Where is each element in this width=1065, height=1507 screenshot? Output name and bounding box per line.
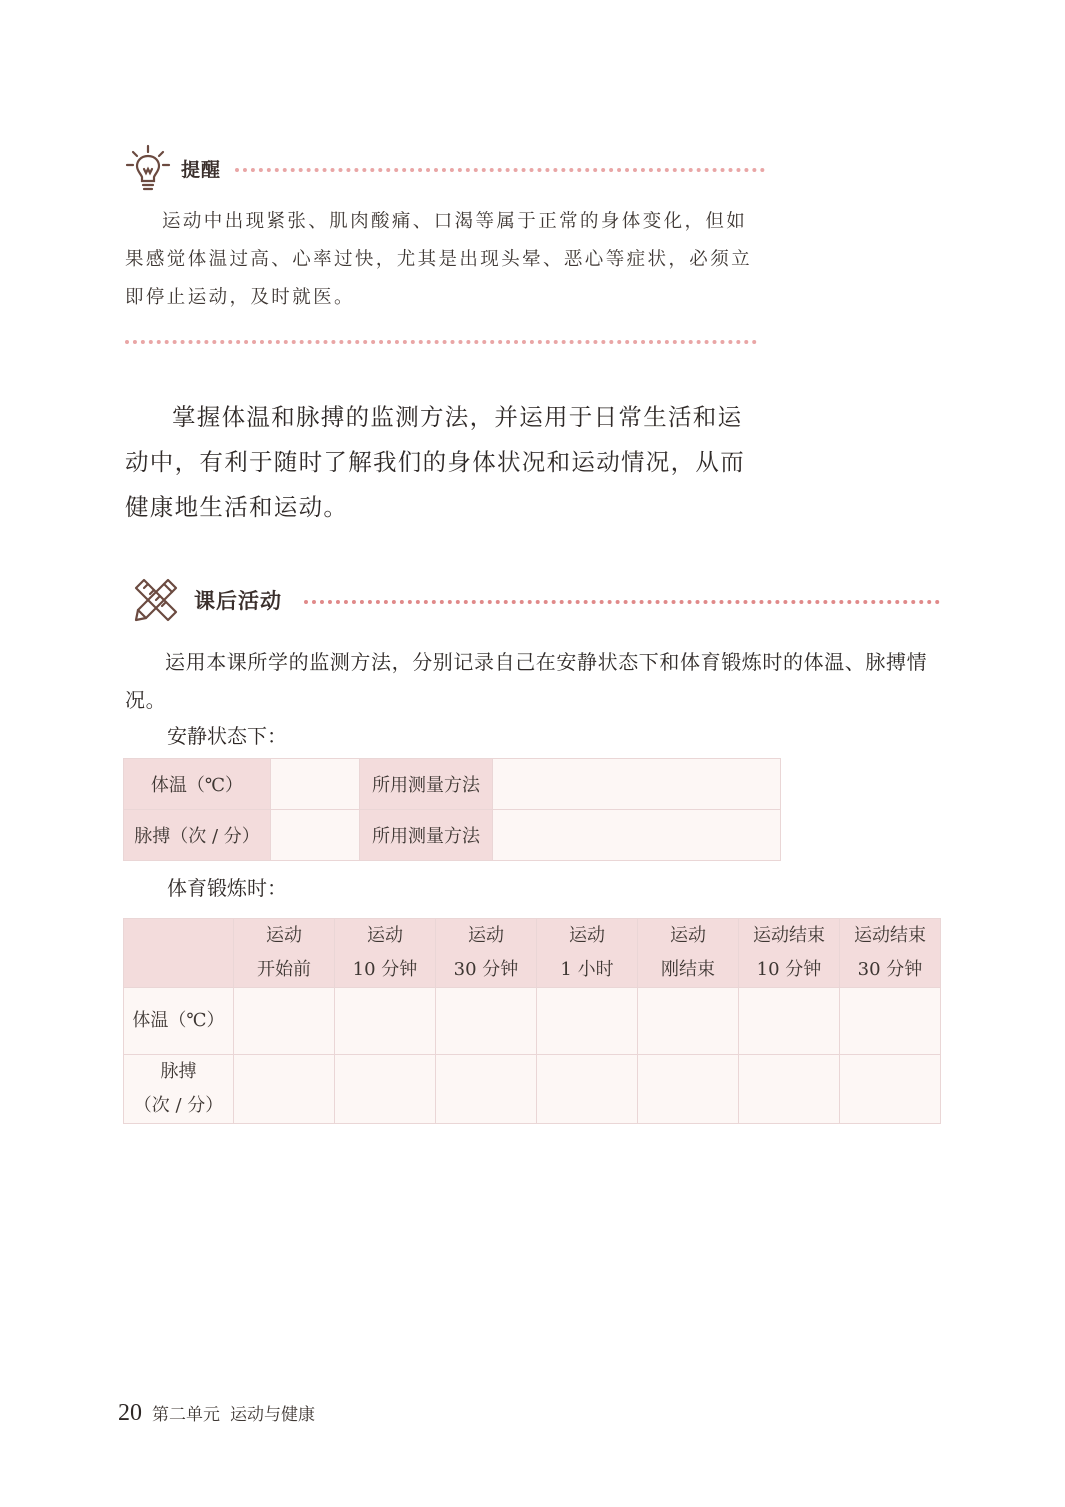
column-header-line2: 30 分钟 [857,959,923,980]
column-header [739,919,840,988]
pulse-entry-cell[interactable] [840,1055,941,1124]
row-label: 脉搏（次 / 分） [124,810,271,861]
rest-table [123,758,781,861]
column-header [537,919,638,988]
activity-divider [304,600,940,604]
reminder-text: 运动中出现紧张、肌肉酸痛、口渴等属于正常的身体变化，但如果感觉体温过高、心率过快，尤其是出现头晕、恶心等症状，必须立即停止运动，及时就医。 [125,211,753,308]
reminder-divider-top [235,168,765,172]
main-paragraph-text: 掌握体温和脉搏的监测方法，并运用于日常生活和运动中，有利于随时了解我们的身体状况和运动情况，从而健康地生活和运动。 [125,403,745,521]
column-header [840,919,941,988]
row-label: 体温（℃） [124,759,271,810]
row-label-line2: （次 / 分） [133,1095,224,1116]
column-header-line1: 运动 [569,925,605,946]
temperature-entry-cell[interactable] [840,988,941,1055]
pulse-entry-cell[interactable] [537,1055,638,1124]
unit-number: 第二单元 [152,1405,220,1425]
column-header-line1: 运动结束 [854,925,926,946]
table-row [124,759,781,810]
column-header-line1: 运动 [266,925,302,946]
temperature-entry-cell[interactable] [638,988,739,1055]
pulse-entry-cell[interactable] [739,1055,840,1124]
column-header-line2: 30 分钟 [453,959,519,980]
lightbulb-icon [125,143,171,193]
column-header-line1: 运动 [670,925,706,946]
reminder-body [125,203,760,317]
column-header [234,919,335,988]
column-header-line2: 10 分钟 [756,959,822,980]
column-header-line1: 运动 [367,925,403,946]
temperature-method-cell[interactable] [493,759,781,810]
exercise-label: 体育锻炼时： [167,876,287,900]
unit-title: 运动与健康 [230,1405,315,1425]
row-label [124,1055,234,1124]
column-header-line2: 刚结束 [661,959,715,980]
reminder-divider-bottom [125,340,757,344]
pulse-method-cell[interactable] [493,810,781,861]
temperature-entry-cell[interactable] [537,988,638,1055]
row-label-line1: 体温（℃） [132,1010,225,1031]
column-header-line2: 开始前 [257,959,311,980]
pencil-ruler-icon [130,574,182,626]
activity-instruction [125,643,945,719]
row-label-line1: 脉搏 [160,1061,197,1082]
table-row [124,1055,941,1124]
temperature-value-cell[interactable] [271,759,360,810]
corner-cell [124,919,234,988]
activity-instruction-text: 运用本课所学的监测方法，分别记录自己在安静状态下和体育锻炼时的体温、脉搏情况。 [125,650,928,712]
column-header [436,919,537,988]
activity-title: 课后活动 [194,588,282,613]
pulse-entry-cell[interactable] [436,1055,537,1124]
row-label [124,988,234,1055]
reminder-header [125,143,765,193]
method-label: 所用测量方法 [360,759,493,810]
activity-header [130,572,940,627]
column-header-line2: 10 分钟 [352,959,418,980]
table-row [124,810,781,861]
column-header-line1: 运动 [468,925,504,946]
table-header-row [124,919,941,988]
temperature-entry-cell[interactable] [234,988,335,1055]
column-header [335,919,436,988]
pulse-value-cell[interactable] [271,810,360,861]
pulse-entry-cell[interactable] [638,1055,739,1124]
temperature-entry-cell[interactable] [436,988,537,1055]
main-paragraph [125,395,765,530]
table-row [124,988,941,1055]
column-header-line2: 1 小时 [560,959,614,980]
page-number: 20 [118,1400,142,1426]
method-label: 所用测量方法 [360,810,493,861]
exercise-table [123,918,941,1124]
reminder-title: 提醒 [181,158,222,181]
temperature-entry-cell[interactable] [335,988,436,1055]
footer-text [152,1400,325,1425]
page-footer [118,1400,325,1427]
pulse-entry-cell[interactable] [234,1055,335,1124]
temperature-entry-cell[interactable] [739,988,840,1055]
pulse-entry-cell[interactable] [335,1055,436,1124]
column-header-line1: 运动结束 [753,925,825,946]
column-header [638,919,739,988]
rest-label: 安静状态下： [167,724,287,748]
